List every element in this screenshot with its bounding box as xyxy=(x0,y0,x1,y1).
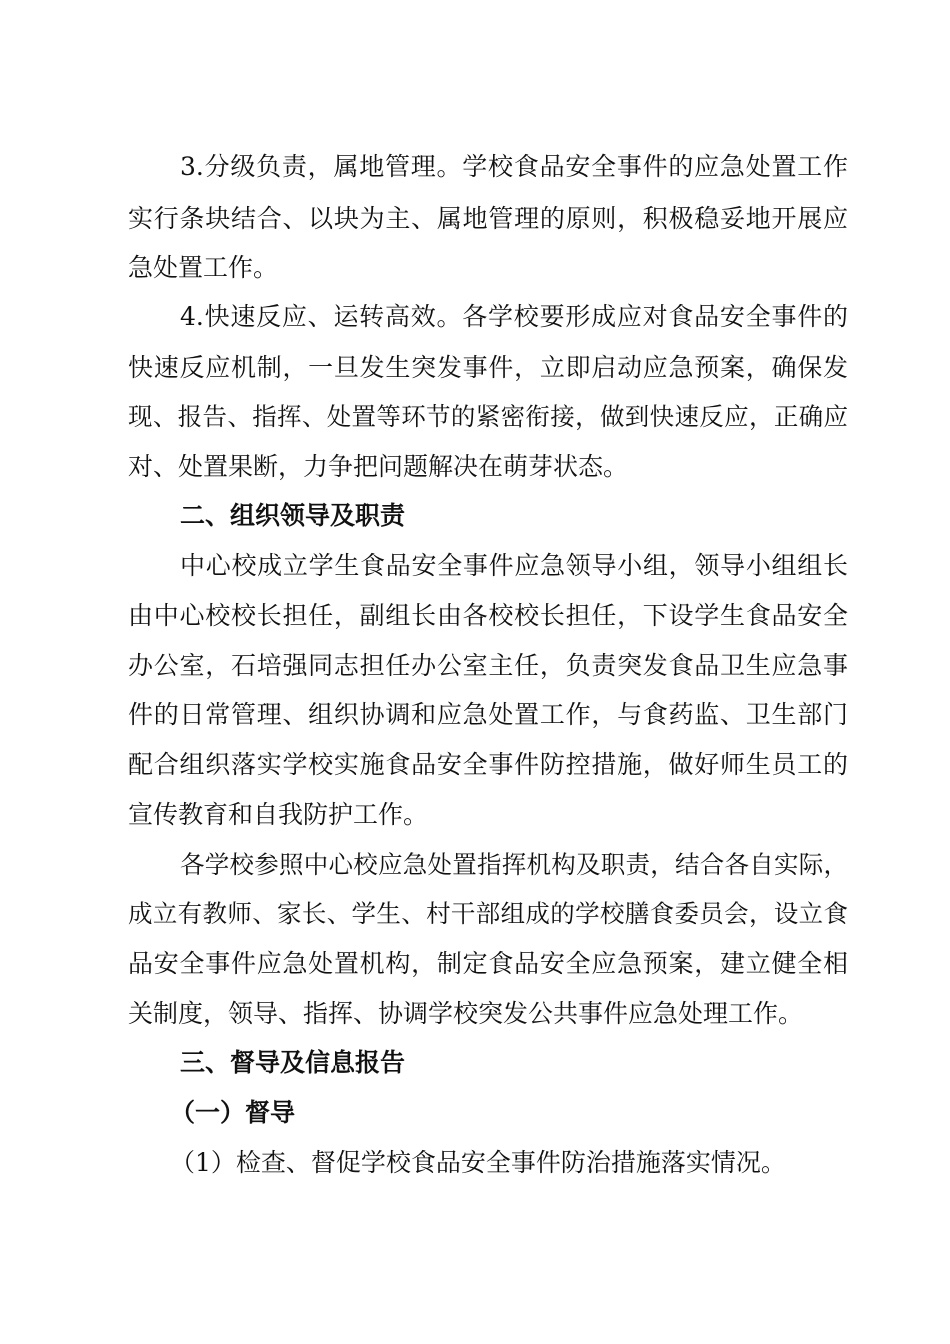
paragraph-1-line-1: 3.分级负责，属地管理。学校食品安全事件的应急处置工作 xyxy=(180,152,848,181)
paragraph-3-line-2: 由中心校校长担任，副组长由各校校长担任，下设学生食品安全 xyxy=(128,601,848,630)
paragraph-2-line-1: 4.快速反应、运转高效。各学校要形成应对食品安全事件的 xyxy=(180,302,848,331)
paragraph-3-line-1: 中心校成立学生食品安全事件应急领导小组，领导小组组长 xyxy=(180,551,848,580)
paragraph-4-line-1: 各学校参照中心校应急处置指挥机构及职责，结合各自实际， xyxy=(180,850,848,879)
paragraph-3-line-5: 配合组织落实学校实施食品安全事件防控措施，做好师生员工的 xyxy=(128,750,848,779)
paragraph-4-line-3: 品安全事件应急处置机构，制定食品安全应急预案，建立健全相 xyxy=(128,949,848,978)
paragraph-1-line-3: 急处置工作。 xyxy=(128,253,279,282)
paragraph-4-line-2: 成立有教师、家长、学生、村干部组成的学校膳食委员会，设立食 xyxy=(128,899,848,928)
section-heading-2: 二、组织领导及职责 xyxy=(180,501,406,530)
paragraph-3-line-4: 件的日常管理、组织协调和应急处置工作，与食药监、卫生部门 xyxy=(128,700,848,729)
paragraph-2-line-2: 快速反应机制，一旦发生突发事件，立即启动应急预案，确保发 xyxy=(128,353,848,382)
paragraph-2-line-3: 现、报告、指挥、处置等环节的紧密衔接，做到快速反应，正确应 xyxy=(128,402,848,431)
paragraph-1-line-2: 实行条块结合、以块为主、属地管理的原则，积极稳妥地开展应 xyxy=(128,204,848,233)
section-heading-3: 三、督导及信息报告 xyxy=(180,1048,406,1077)
paragraph-5-line-1: （1）检查、督促学校食品安全事件防治措施落实情况。 xyxy=(170,1148,786,1177)
subsection-heading-1: （一）督导 xyxy=(170,1098,296,1127)
paragraph-2-line-4: 对、处置果断，力争把问题解决在萌芽状态。 xyxy=(128,452,629,481)
paragraph-3-line-3: 办公室，石培强同志担任办公室主任，负责突发食品卫生应急事 xyxy=(128,651,848,680)
paragraph-4-line-4: 关制度，领导、指挥、协调学校突发公共事件应急处理工作。 xyxy=(128,999,804,1028)
paragraph-3-line-6: 宣传教育和自我防护工作。 xyxy=(128,800,429,829)
